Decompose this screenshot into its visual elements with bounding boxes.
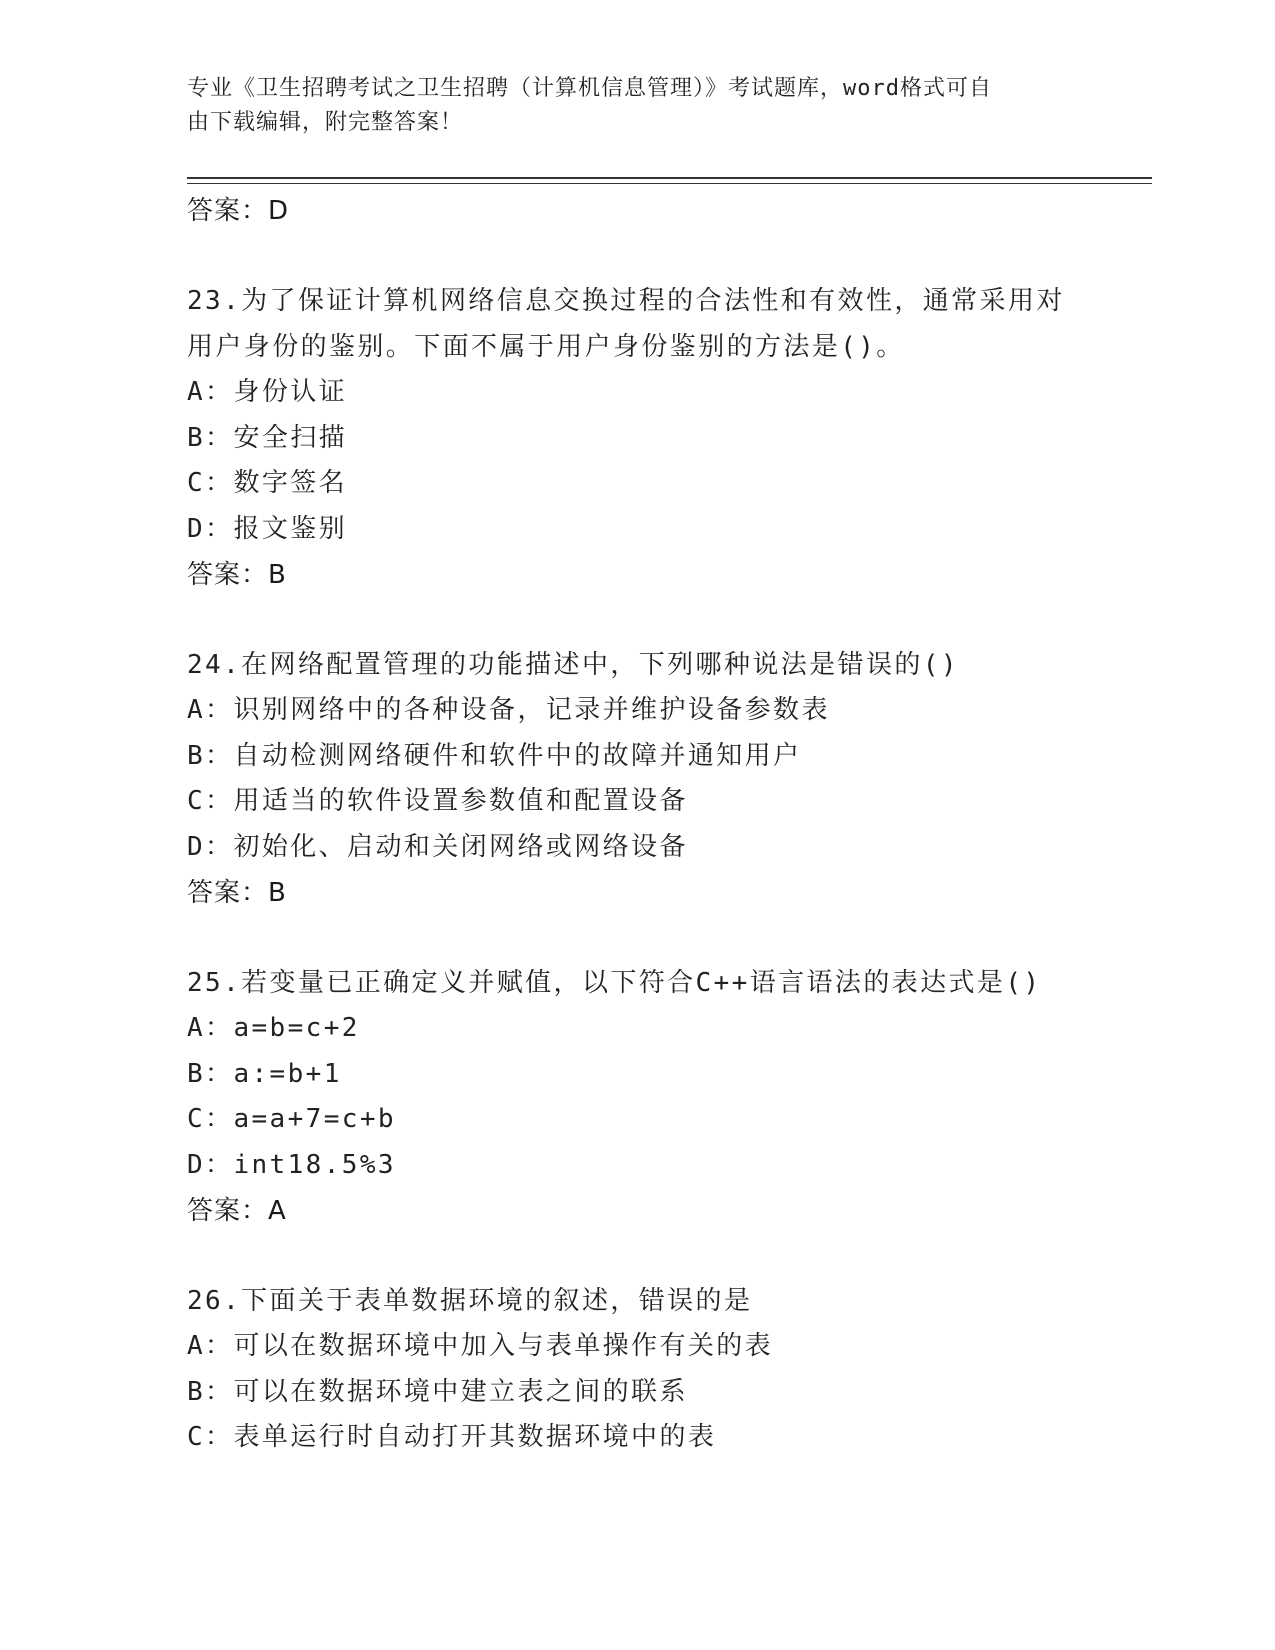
question-list [187, 188, 1107, 1461]
page-header [187, 72, 1067, 140]
option-a: A：可以在数据环境中加入与表单操作有关的表 [187, 1331, 774, 1361]
option-d: D：报文鉴别 [187, 513, 348, 544]
question-26 [187, 1278, 1107, 1461]
option-b: B：自动检测网络硬件和软件中的故障并通知用户 [187, 740, 802, 771]
option-c: C：用适当的软件设置参数值和配置设备 [187, 786, 688, 816]
option-c: C：数字签名 [187, 468, 348, 498]
option-a: A：身份认证 [187, 377, 348, 407]
question-25 [187, 960, 1107, 1234]
option-c: C：a=a+7=c+b [187, 1104, 396, 1134]
answer-label: 答案：B [187, 878, 287, 908]
header-line-1: 专业《卫生招聘考试之卫生招聘（计算机信息管理）》考试题库，word格式可自 [187, 76, 992, 101]
question-24 [187, 642, 1107, 916]
option-a: A：识别网络中的各种设备，记录并维护设备参数表 [187, 695, 830, 725]
question-stem-line: 24.在网络配置管理的功能描述中，下列哪种说法是错误的() [187, 650, 959, 680]
question-stem-line: 25.若变量已正确定义并赋值，以下符合C++语言语法的表达式是() [187, 968, 1042, 998]
header-line-2: 由下载编辑，附完整答案！ [187, 110, 464, 135]
answer-label: 答案：B [187, 560, 287, 590]
answer-label: 答案：A [187, 1196, 287, 1226]
question-23 [187, 278, 1107, 598]
spacer [187, 1234, 1107, 1278]
option-b: B：a:=b+1 [187, 1058, 342, 1089]
option-d: D：int18.5%3 [187, 1149, 396, 1180]
question-stem-line: 26.下面关于表单数据环境的叙述，错误的是 [187, 1286, 753, 1316]
option-c: C：表单运行时自动打开其数据环境中的表 [187, 1422, 717, 1452]
header-divider-thin [187, 183, 1152, 184]
option-b: B：安全扫描 [187, 422, 348, 453]
spacer [187, 916, 1107, 960]
spacer [187, 598, 1107, 642]
question-stem-line: 用户身份的鉴别。下面不属于用户身份鉴别的方法是()。 [187, 332, 905, 362]
question-stem-line: 23.为了保证计算机网络信息交换过程的合法性和有效性，通常采用对 [187, 286, 1065, 316]
previous-answer: 答案：D [187, 196, 290, 226]
spacer [187, 234, 1107, 278]
header-divider-thick [187, 177, 1152, 179]
option-a: A：a=b=c+2 [187, 1013, 360, 1043]
option-b: B：可以在数据环境中建立表之间的联系 [187, 1376, 688, 1407]
option-d: D：初始化、启动和关闭网络或网络设备 [187, 831, 688, 862]
